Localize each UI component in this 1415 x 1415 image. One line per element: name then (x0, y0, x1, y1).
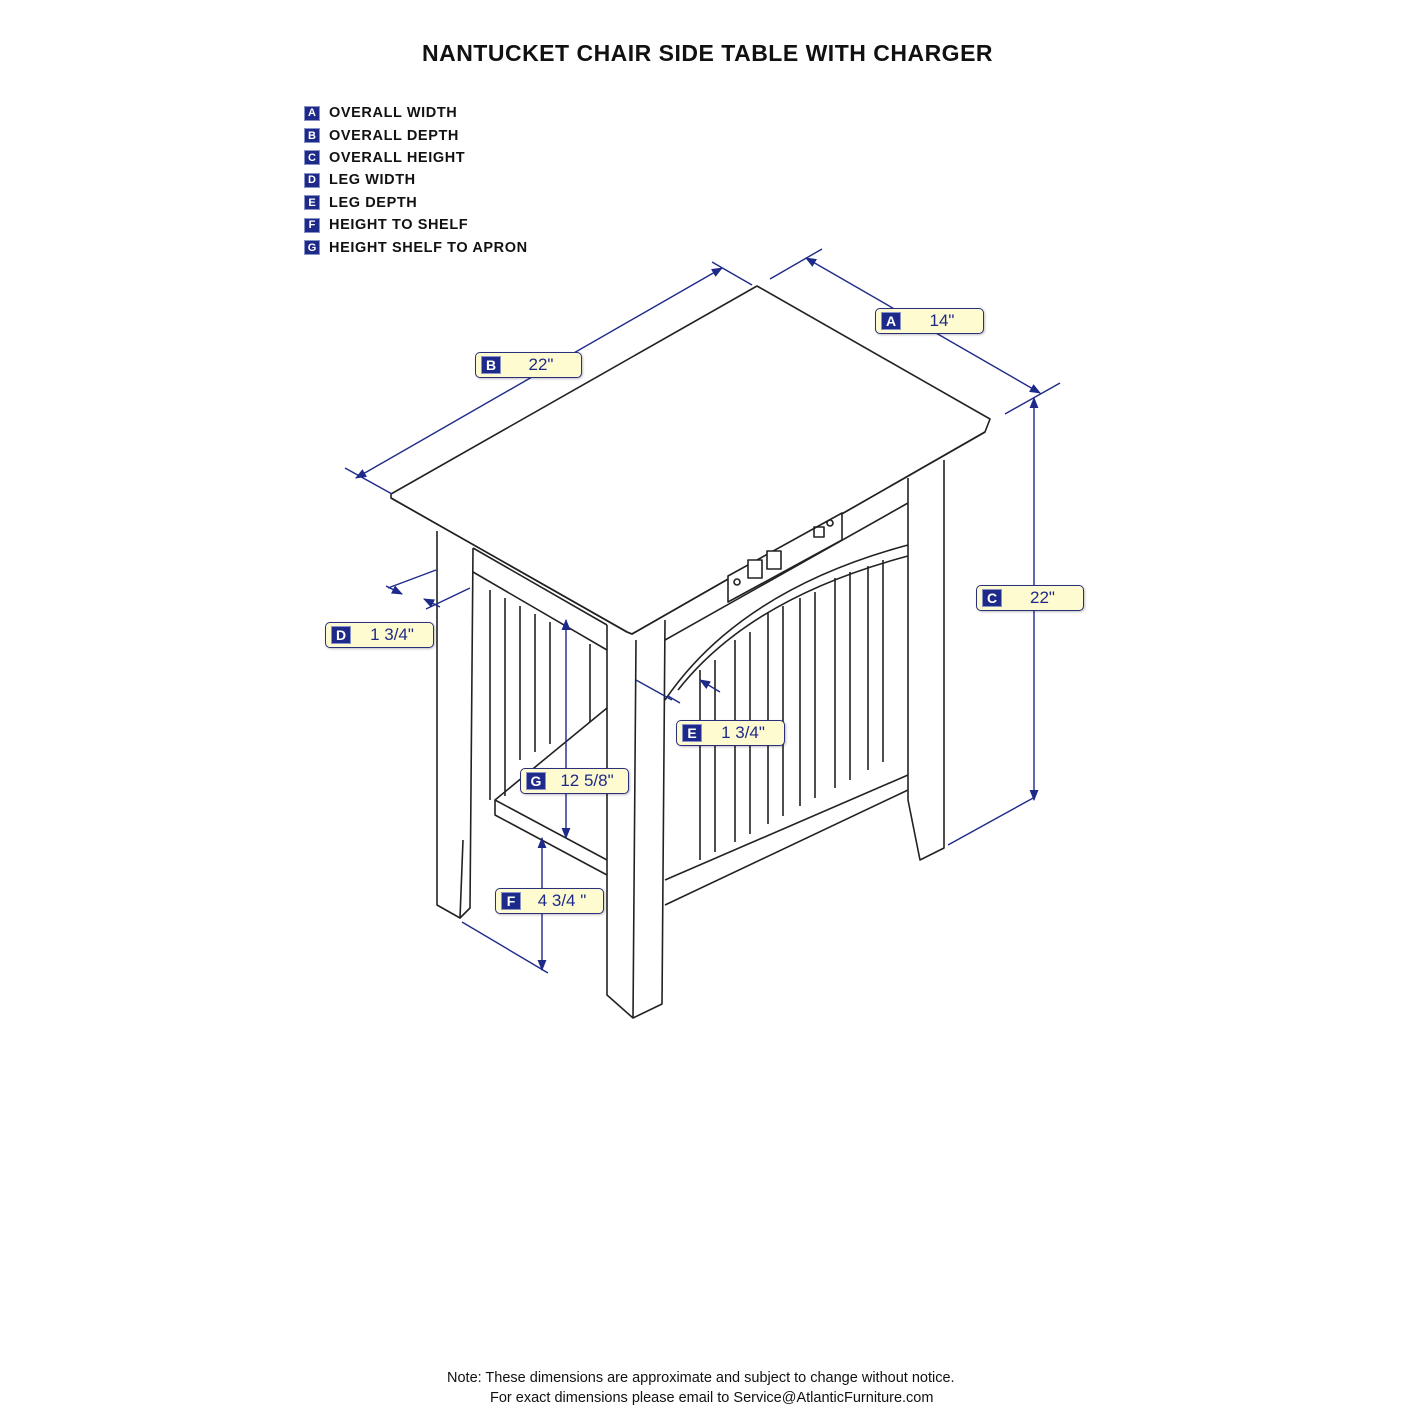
callout-height-c (976, 585, 1084, 611)
callout-badge: F (501, 892, 521, 910)
callout-badge: G (526, 772, 546, 790)
legend-badge: E (304, 195, 320, 210)
callout-value: 1 3/4" (721, 723, 765, 742)
callout-value: 22" (1030, 588, 1055, 607)
callout-height-to-shelf-f (495, 888, 604, 914)
legend-badge: G (304, 240, 320, 255)
legend-badge: A (304, 106, 320, 121)
legend-label: OVERALL DEPTH (329, 127, 459, 144)
callout-value: 14" (929, 311, 955, 330)
callout-depth-b (475, 352, 582, 378)
legend-badge: B (304, 128, 320, 143)
callout-leg-depth-e (676, 720, 785, 746)
legend-label: OVERALL WIDTH (329, 105, 458, 122)
callout-badge: C (982, 589, 1002, 607)
callout-value: 22" (528, 355, 554, 374)
diagram-title: NANTUCKET CHAIR SIDE TABLE WITH CHARGER (421, 40, 994, 66)
callout-badge: B (481, 356, 501, 374)
legend-label: LEG WIDTH (329, 172, 416, 189)
legend-label: OVERALL HEIGHT (329, 149, 466, 166)
callout-leg-width-d (325, 622, 434, 648)
callout-value: 12 5/8" (560, 771, 614, 790)
legend-label: LEG DEPTH (329, 194, 418, 211)
callout-badge: A (881, 312, 901, 330)
legend-badge: F (304, 218, 320, 233)
legend-label: HEIGHT SHELF TO APRON (329, 239, 528, 256)
legend-badge: D (304, 173, 320, 188)
note-line-1: Note: These dimensions are approximate and subject to change without notice. (447, 1370, 955, 1386)
callout-shelf-to-apron-g (520, 768, 629, 794)
callout-value: 4 3/4 " (537, 891, 587, 910)
callout-width-a (875, 308, 984, 334)
table-outline (391, 286, 990, 1018)
callout-value: 1 3/4" (370, 625, 414, 644)
note-line-2: For exact dimensions please email to Service@AtlanticFurniture.com (490, 1390, 934, 1406)
callout-badge: D (331, 626, 351, 644)
legend-badge: C (304, 150, 320, 165)
legend-label: HEIGHT TO SHELF (329, 217, 469, 234)
callout-badge: E (682, 724, 702, 742)
